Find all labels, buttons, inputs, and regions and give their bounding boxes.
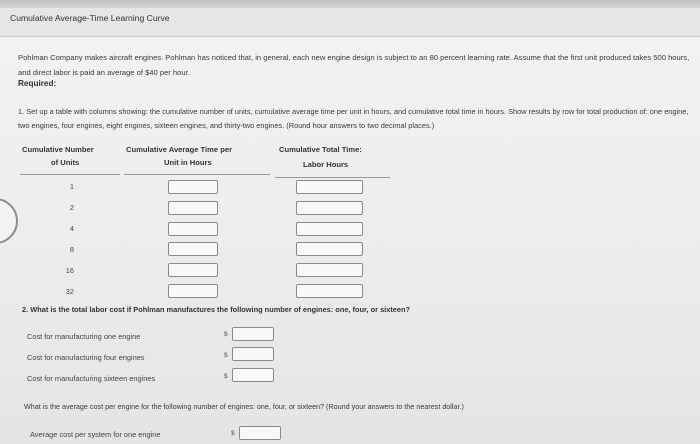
avg-time-input-2[interactable] (168, 201, 218, 215)
row-units-4: 4 (69, 224, 74, 233)
col-header-avg-time-line1: Cumulative Average Time per (126, 145, 233, 154)
row-units-1: 1 (69, 182, 74, 191)
header-rule-units (20, 174, 120, 175)
cost-input-four-engines[interactable] (232, 347, 274, 361)
cost-label-sixteen: Cost for manufacturing sixteen engines (27, 374, 156, 383)
avg-time-input-32[interactable] (168, 284, 218, 298)
required-heading: Required: (18, 79, 57, 88)
total-time-input-1[interactable] (296, 180, 363, 194)
row-units-2: 2 (69, 203, 74, 212)
dollar-sign: $ (224, 331, 228, 338)
cost-label-four: Cost for manufacturing four engines (27, 353, 145, 362)
total-time-input-16[interactable] (296, 263, 363, 277)
total-time-input-32[interactable] (296, 284, 363, 298)
col-header-units-line2: of Units (51, 158, 80, 167)
row-units-8: 8 (69, 245, 74, 254)
side-circle-control[interactable] (0, 198, 18, 244)
browser-top-bar (0, 0, 700, 8)
problem-intro: Pohlman Company makes aircraft engines. Pohlman has noticed that, in general, each new engine design is subject to an 80 percent learning rate. Assume that the first unit produced takes 500 hours, and direct labor is paid an average of $40 per hour. (18, 53, 690, 77)
dollar-sign: $ (224, 352, 228, 359)
cost-label-one: Cost for manufacturing one engine (27, 332, 141, 341)
dollar-sign: $ (224, 373, 228, 380)
cost-input-one-engine[interactable] (232, 327, 274, 341)
avg-time-input-4[interactable] (168, 222, 218, 236)
header-rule-total-time (275, 177, 390, 178)
col-header-units-line1: Cumulative Number (22, 145, 94, 154)
col-header-total-time-line1: Cumulative Total Time: (279, 145, 362, 154)
dollar-sign: $ (231, 430, 235, 437)
header-rule-avg-time (124, 174, 270, 175)
page-title: Cumulative Average-Time Learning Curve (10, 13, 170, 23)
avg-time-input-16[interactable] (168, 263, 218, 277)
question-3-text: What is the average cost per engine for the following number of engines: one, four, or sixteen? (Round your answers to the nearest dollar.) (24, 402, 464, 411)
total-time-input-8[interactable] (296, 242, 363, 256)
total-time-input-4[interactable] (296, 222, 363, 236)
avg-time-input-8[interactable] (168, 242, 218, 256)
row-units-32: 32 (65, 287, 74, 296)
question-2-text: 2. What is the total labor cost if Pohlman manufactures the following number of engines: one, four, or sixteen? (22, 305, 411, 314)
cost-input-sixteen-engines[interactable] (232, 368, 274, 382)
row-units-16: 16 (65, 266, 74, 275)
col-header-total-time-line2: Labor Hours (303, 160, 349, 169)
question-1-text: 1. Set up a table with columns showing: the cumulative number of units, cumulative average time per unit in hours, and cumulative total time in hours. Show results by row for total production of: one engine, two engines, four engines, eight engines, sixteen engines, and thirty-two engines. (Round hour answers to two decimal places.) (18, 107, 689, 130)
col-header-avg-time-line2: Unit in Hours (164, 158, 212, 167)
avg-time-input-1[interactable] (168, 180, 218, 194)
total-time-input-2[interactable] (296, 201, 363, 215)
avg-cost-label-one: Average cost per system for one engine (30, 430, 161, 439)
avg-cost-input-one-engine[interactable] (239, 426, 281, 440)
